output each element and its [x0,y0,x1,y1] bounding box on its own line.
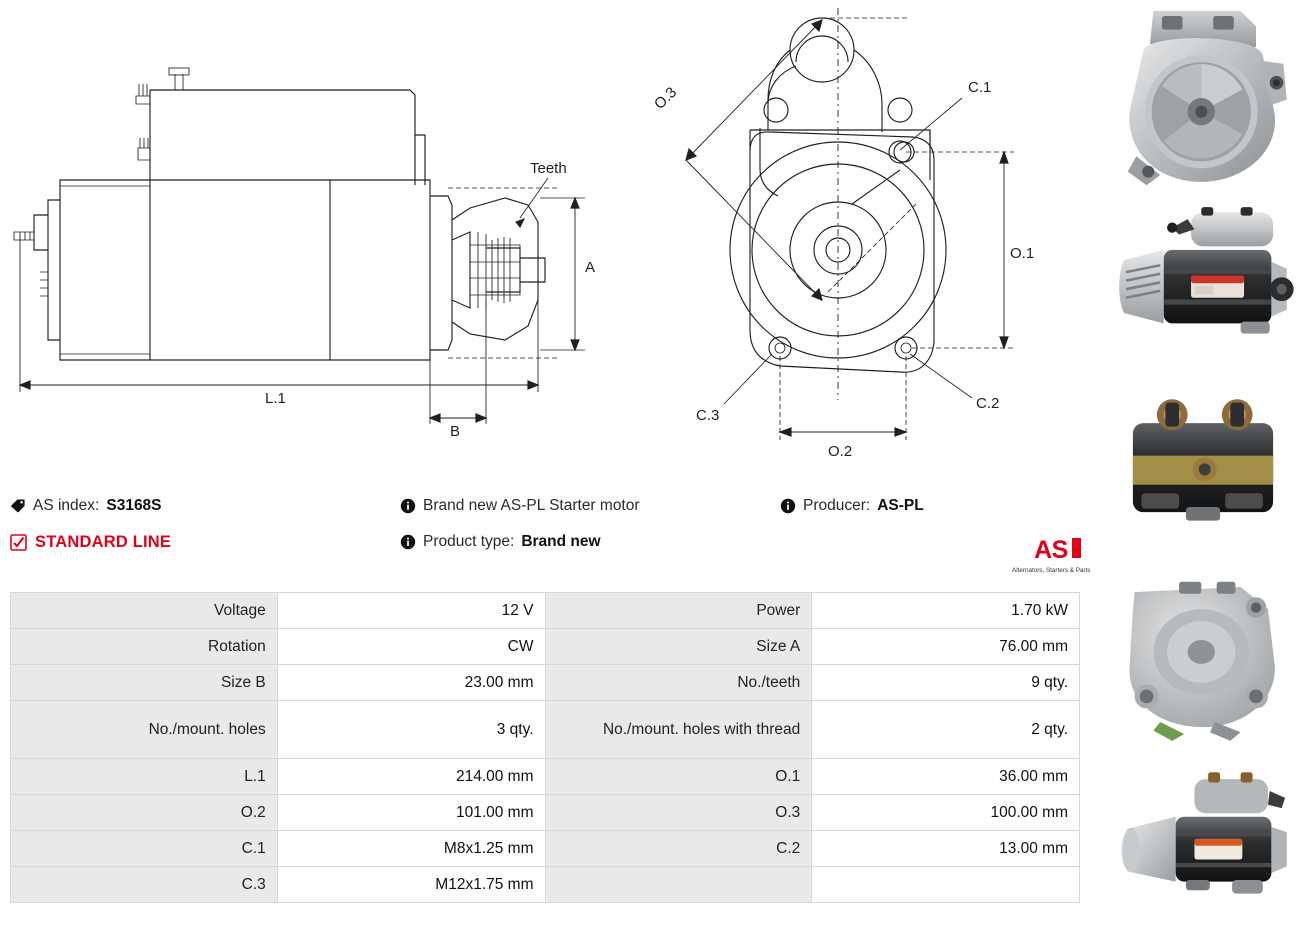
tag-icon [10,498,26,514]
label-c3: C.3 [696,407,720,424]
spec-key: No./mount. holes [11,701,278,759]
starter-photo-mounting-flange-image [1097,563,1309,749]
starter-photo-mounting-flange[interactable] [1097,563,1309,749]
starter-photo-angled-image [1097,750,1309,936]
spec-key: Rotation [11,629,278,665]
product-type-value: Brand new [521,533,601,550]
as-index-label: AS index: [33,497,100,514]
side-view-svg [0,0,610,492]
label-a: A [585,259,596,276]
checkbox-checked-icon [10,534,27,551]
spec-value: 12 V [277,593,545,629]
spec-key: Size B [11,665,278,701]
as-pl-logo [1012,536,1090,574]
as-index-field [10,497,400,515]
starter-side-view-drawing [0,0,610,492]
starter-photo-drive-end-image [1097,4,1309,190]
spec-value: 36.00 mm [812,759,1080,795]
description-label: Brand new AS-PL Starter motor [423,497,640,514]
spec-key: C.3 [11,867,278,903]
spec-key: No./mount. holes with thread [545,701,812,759]
starter-photo-drive-end[interactable] [1097,4,1309,190]
specification-table-body [11,593,1080,903]
spec-value: M12x1.75 mm [277,867,545,903]
label-c1: C.1 [968,79,992,96]
info-icon [400,534,416,550]
spec-key: O.3 [545,795,812,831]
product-type-field [400,533,780,551]
info-icon [400,498,416,514]
spec-value: 13.00 mm [812,831,1080,867]
as-pl-logo-mark [1034,536,1068,565]
spec-key: C.2 [545,831,812,867]
spec-value: CW [277,629,545,665]
as-index-value: S3168S [106,497,162,514]
standard-line-badge [10,533,400,552]
info-icon [780,498,796,514]
spec-value [812,867,1080,903]
technical-drawings [0,0,1090,492]
spec-value: 101.00 mm [277,795,545,831]
starter-photo-solenoid-image [1097,377,1309,563]
product-type-label: Product type: [423,533,515,550]
meta-row-1 [10,497,1080,533]
spec-key: C.1 [11,831,278,867]
table-row [11,665,1080,701]
product-meta [10,497,1080,569]
spec-value: 214.00 mm [277,759,545,795]
label-l1: L.1 [265,390,286,407]
label-o2: O.2 [828,443,853,460]
starter-photo-solenoid[interactable] [1097,377,1309,563]
label-b: B [450,423,461,440]
spec-key: No./teeth [545,665,812,701]
table-row [11,593,1080,629]
starter-front-view-drawing [600,0,1090,492]
starter-photo-angled[interactable] [1097,750,1309,936]
table-row [11,629,1080,665]
meta-row-2 [10,533,1080,569]
table-row [11,701,1080,759]
table-row [11,831,1080,867]
producer-value: AS-PL [877,497,924,514]
table-row [11,759,1080,795]
producer-field [780,497,1080,515]
spec-value: M8x1.25 mm [277,831,545,867]
producer-label: Producer: [803,497,871,514]
spec-value: 9 qty. [812,665,1080,701]
as-pl-logo-text: AS [1034,536,1068,564]
label-o1: O.1 [1010,245,1035,262]
spec-value: 100.00 mm [812,795,1080,831]
spec-value: 1.70 kW [812,593,1080,629]
label-teeth: Teeth [530,160,567,177]
label-o3: O.3 [650,83,681,113]
spec-key: Voltage [11,593,278,629]
spec-key: Size A [545,629,812,665]
spec-value: 23.00 mm [277,665,545,701]
description-field [400,497,780,515]
spec-key [545,867,812,903]
label-c2: C.2 [976,395,1000,412]
as-pl-logo-tagline: Alternators, Starters & Parts [1012,567,1091,574]
table-row [11,867,1080,903]
spec-key: Power [545,593,812,629]
standard-line-label: STANDARD LINE [35,533,172,551]
starter-photo-side-image [1097,190,1309,376]
spec-key: O.1 [545,759,812,795]
table-row [11,795,1080,831]
product-photo-strip [1090,0,1316,936]
front-view-svg [600,0,1090,492]
spec-value: 76.00 mm [812,629,1080,665]
spec-value: 3 qty. [277,701,545,759]
as-pl-logo-bar [1072,538,1081,558]
starter-photo-side[interactable] [1097,190,1309,376]
spec-key: O.2 [11,795,278,831]
specification-table [10,592,1080,903]
spec-value: 2 qty. [812,701,1080,759]
spec-key: L.1 [11,759,278,795]
